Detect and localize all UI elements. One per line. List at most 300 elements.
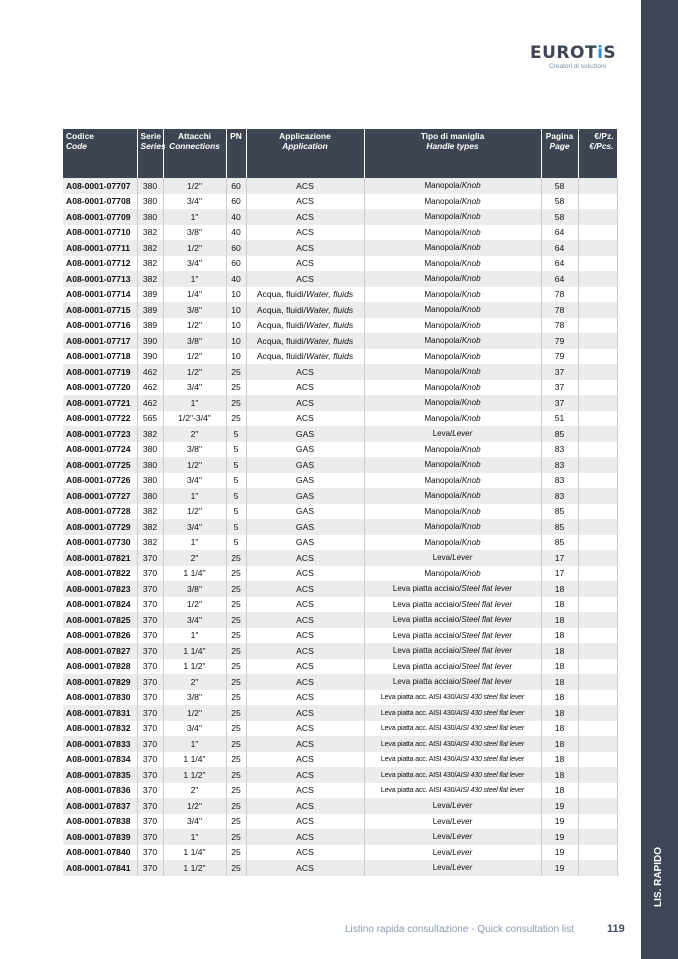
connections-cell: 3/4" [163, 612, 226, 628]
handle-type-cell [364, 581, 541, 597]
page-cell: 18 [541, 767, 578, 783]
pn-cell: 25 [226, 364, 246, 380]
application-cell [246, 767, 364, 783]
price-cell [578, 643, 617, 659]
handle-it: Leva/ [432, 429, 453, 439]
pn-cell: 25 [226, 783, 246, 799]
connections-cell: 3/8" [163, 225, 226, 241]
table-row [63, 395, 617, 411]
connections-cell: 1/2" [163, 240, 226, 256]
series-cell: 565 [137, 411, 163, 427]
handle-it: Manopola/ [424, 398, 462, 408]
pn-cell: 25 [226, 674, 246, 690]
connections-cell: 1" [163, 535, 226, 551]
handle-en: Knob [461, 289, 481, 299]
code-cell: A08-0001-07822 [63, 566, 137, 582]
pn-cell: 5 [226, 535, 246, 551]
pn-cell: 25 [226, 705, 246, 721]
application-cell [246, 504, 364, 520]
handle-it: Leva piatta acc. AISI 430/ [380, 739, 457, 748]
handle-type-cell [364, 814, 541, 830]
price-cell [578, 798, 617, 814]
price-cell [578, 178, 617, 194]
handle-it: Manopola/ [424, 460, 462, 470]
price-cell [578, 721, 617, 737]
series-cell: 380 [137, 457, 163, 473]
application-it: ACS [296, 754, 314, 765]
application-cell [246, 364, 364, 380]
pn-cell: 25 [226, 860, 246, 876]
application-cell [246, 566, 364, 582]
table-row [63, 519, 617, 535]
application-it: ACS [296, 769, 314, 780]
application-it: ACS [296, 816, 314, 827]
application-cell [246, 597, 364, 613]
connections-cell: 1" [163, 628, 226, 644]
pn-cell: 60 [226, 256, 246, 272]
price-cell [578, 194, 617, 210]
handle-type-cell [364, 643, 541, 659]
price-cell [578, 519, 617, 535]
column-header [246, 129, 364, 178]
handle-en: Lever [452, 553, 473, 563]
connections-cell: 1" [163, 395, 226, 411]
connections-cell: 1 1/2" [163, 860, 226, 876]
application-it: ACS [296, 413, 314, 424]
connections-cell: 1/2" [163, 178, 226, 194]
code-cell: A08-0001-07712 [63, 256, 137, 272]
application-it: ACS [296, 366, 314, 377]
table-row [63, 860, 617, 876]
application-cell [246, 519, 364, 535]
table-row [63, 721, 617, 737]
connections-cell: 1 1/4" [163, 566, 226, 582]
application-cell [246, 302, 364, 318]
application-cell [246, 705, 364, 721]
series-cell: 462 [137, 380, 163, 396]
handle-it: Manopola/ [424, 506, 462, 516]
pn-cell: 25 [226, 550, 246, 566]
logo-tagline: Creatori di soluzioni [549, 63, 607, 70]
application-it: ACS [296, 785, 314, 796]
handle-type-cell [364, 411, 541, 427]
handle-it: Leva piatta acc. AISI 430/ [380, 693, 457, 702]
application-it: ACS [296, 568, 314, 579]
table-row [63, 535, 617, 551]
handle-en: Knob [461, 568, 481, 578]
application-it: ACS [296, 645, 314, 656]
connections-cell: 2" [163, 783, 226, 799]
handle-type-cell [364, 798, 541, 814]
series-cell: 370 [137, 829, 163, 845]
price-cell [578, 628, 617, 644]
page-cell: 85 [541, 426, 578, 442]
application-cell [246, 287, 364, 303]
application-it: ACS [296, 211, 314, 222]
code-cell: A08-0001-07826 [63, 628, 137, 644]
column-header-en: Series [140, 141, 166, 151]
price-cell [578, 659, 617, 675]
pn-cell: 25 [226, 736, 246, 752]
series-cell: 462 [137, 364, 163, 380]
table-row [63, 256, 617, 272]
footer-text: Listino rapida consultazione - Quick consultation list [345, 924, 575, 935]
pn-cell: 5 [226, 473, 246, 489]
handle-it: Leva piatta acc. AISI 430/ [380, 786, 457, 795]
series-cell: 462 [137, 395, 163, 411]
column-header-en: Page [549, 141, 570, 151]
series-cell: 382 [137, 426, 163, 442]
handle-en: Steel flat lever [461, 584, 513, 594]
handle-it: Manopola/ [424, 274, 462, 284]
table-row [63, 333, 617, 349]
application-en: Water, fluids [306, 289, 354, 300]
page-cell: 18 [541, 721, 578, 737]
handle-it: Leva piatta acciaio/ [392, 677, 462, 687]
connections-cell: 1/2" [163, 504, 226, 520]
series-cell: 380 [137, 178, 163, 194]
application-it: ACS [296, 242, 314, 253]
series-cell: 370 [137, 752, 163, 768]
application-cell [246, 535, 364, 551]
application-it: ACS [296, 397, 314, 408]
application-it: ACS [296, 180, 314, 191]
handle-it: Leva/ [432, 832, 453, 842]
handle-en: Steel flat lever [461, 677, 513, 687]
handle-it: Manopola/ [424, 196, 462, 206]
handle-en: Knob [461, 196, 481, 206]
application-it: ACS [296, 258, 314, 269]
handle-en: Knob [461, 382, 481, 392]
handle-type-cell [364, 612, 541, 628]
series-cell: 380 [137, 194, 163, 210]
handle-type-cell [364, 302, 541, 318]
connections-cell: 3/4" [163, 194, 226, 210]
table-row [63, 628, 617, 644]
code-cell: A08-0001-07833 [63, 736, 137, 752]
code-cell: A08-0001-07708 [63, 194, 137, 210]
application-cell [246, 240, 364, 256]
page-cell: 18 [541, 612, 578, 628]
handle-type-cell [364, 659, 541, 675]
code-cell: A08-0001-07823 [63, 581, 137, 597]
page-cell: 79 [541, 349, 578, 365]
series-cell: 380 [137, 488, 163, 504]
price-cell [578, 473, 617, 489]
price-cell [578, 550, 617, 566]
application-it: ACS [296, 599, 314, 610]
table-row [63, 209, 617, 225]
series-cell: 390 [137, 349, 163, 365]
connections-cell: 1/2" [163, 349, 226, 365]
pn-cell: 5 [226, 457, 246, 473]
table-row [63, 364, 617, 380]
handle-it: Leva piatta acciaio/ [392, 646, 462, 656]
series-cell: 370 [137, 643, 163, 659]
application-cell [246, 721, 364, 737]
handle-en: AISI 430 steel flat lever [456, 693, 525, 702]
table-row [63, 798, 617, 814]
application-cell [246, 814, 364, 830]
application-it: Acqua, fluidi/ [256, 351, 307, 362]
pn-cell: 10 [226, 302, 246, 318]
code-cell: A08-0001-07838 [63, 814, 137, 830]
handle-type-cell [364, 752, 541, 768]
application-cell [246, 659, 364, 675]
series-cell: 370 [137, 566, 163, 582]
application-cell [246, 395, 364, 411]
code-cell: A08-0001-07715 [63, 302, 137, 318]
handle-en: Knob [461, 336, 481, 346]
application-it: GAS [295, 521, 315, 532]
price-cell [578, 364, 617, 380]
connections-cell: 1 1/2" [163, 659, 226, 675]
series-cell: 380 [137, 442, 163, 458]
page-cell: 85 [541, 519, 578, 535]
code-cell: A08-0001-07825 [63, 612, 137, 628]
series-cell: 370 [137, 767, 163, 783]
handle-en: AISI 430 steel flat lever [456, 755, 525, 764]
column-header-en: Handle types [426, 141, 479, 151]
connections-cell: 1/2"-3/4" [163, 411, 226, 427]
handle-type-cell [364, 256, 541, 272]
application-cell [246, 457, 364, 473]
price-cell [578, 690, 617, 706]
code-cell: A08-0001-07829 [63, 674, 137, 690]
pn-cell: 25 [226, 395, 246, 411]
page-cell: 18 [541, 705, 578, 721]
table-row [63, 349, 617, 365]
series-cell: 390 [137, 333, 163, 349]
application-it: Acqua, fluidi/ [256, 304, 307, 315]
price-cell [578, 240, 617, 256]
pn-cell: 5 [226, 488, 246, 504]
connections-cell: 1/2" [163, 364, 226, 380]
handle-en: Lever [452, 816, 473, 826]
handle-type-cell [364, 194, 541, 210]
handle-it: Manopola/ [424, 181, 462, 191]
series-cell: 382 [137, 271, 163, 287]
page-cell: 18 [541, 581, 578, 597]
table-row [63, 457, 617, 473]
page-cell: 19 [541, 798, 578, 814]
application-it: GAS [295, 506, 315, 517]
handle-en: Knob [461, 444, 481, 454]
table-row [63, 566, 617, 582]
handle-en: Knob [461, 460, 481, 470]
handle-it: Leva piatta acc. AISI 430/ [380, 755, 457, 764]
page-cell: 58 [541, 209, 578, 225]
pn-cell: 25 [226, 581, 246, 597]
pn-cell: 25 [226, 767, 246, 783]
table-row [63, 302, 617, 318]
table-row [63, 643, 617, 659]
table-row [63, 612, 617, 628]
table-row [63, 488, 617, 504]
code-cell: A08-0001-07723 [63, 426, 137, 442]
pn-cell: 5 [226, 504, 246, 520]
code-cell: A08-0001-07713 [63, 271, 137, 287]
pn-cell: 25 [226, 380, 246, 396]
page-cell: 58 [541, 194, 578, 210]
application-it: ACS [296, 661, 314, 672]
application-cell [246, 488, 364, 504]
handle-en: Knob [461, 367, 481, 377]
application-cell [246, 442, 364, 458]
handle-en: Knob [461, 305, 481, 315]
table-row [63, 318, 617, 334]
table-row [63, 442, 617, 458]
handle-type-cell [364, 209, 541, 225]
table-row [63, 411, 617, 427]
table-row [63, 845, 617, 861]
page-cell: 51 [541, 411, 578, 427]
application-cell [246, 225, 364, 241]
connections-cell: 1/4" [163, 287, 226, 303]
handle-en: Steel flat lever [461, 661, 513, 671]
table-row [63, 426, 617, 442]
application-cell [246, 380, 364, 396]
connections-cell: 3/8" [163, 581, 226, 597]
connections-cell: 3/8" [163, 442, 226, 458]
series-cell: 370 [137, 674, 163, 690]
pn-cell: 25 [226, 411, 246, 427]
price-cell [578, 814, 617, 830]
price-cell [578, 256, 617, 272]
connections-cell: 1 1/4" [163, 845, 226, 861]
handle-en: Knob [461, 522, 481, 532]
pn-cell: 60 [226, 240, 246, 256]
application-cell [246, 736, 364, 752]
column-header-it: Codice [66, 131, 94, 141]
handle-en: AISI 430 steel flat lever [456, 724, 525, 733]
handle-it: Manopola/ [424, 537, 462, 547]
code-cell: A08-0001-07718 [63, 349, 137, 365]
table-row [63, 194, 617, 210]
handle-en: Knob [461, 212, 481, 222]
pn-cell: 5 [226, 519, 246, 535]
application-it: ACS [296, 707, 314, 718]
series-cell: 382 [137, 240, 163, 256]
application-cell [246, 752, 364, 768]
series-cell: 382 [137, 256, 163, 272]
handle-it: Manopola/ [424, 444, 462, 454]
column-header-it: €/Pz. [594, 131, 614, 141]
connections-cell: 1/2" [163, 597, 226, 613]
series-cell: 370 [137, 628, 163, 644]
application-cell [246, 845, 364, 861]
handle-it: Manopola/ [424, 475, 462, 485]
connections-cell: 1 1/2" [163, 767, 226, 783]
handle-en: AISI 430 steel flat lever [456, 786, 525, 795]
handle-type-cell [364, 395, 541, 411]
handle-type-cell [364, 178, 541, 194]
connections-cell: 1" [163, 271, 226, 287]
handle-type-cell [364, 721, 541, 737]
page-cell: 18 [541, 659, 578, 675]
page-cell: 64 [541, 256, 578, 272]
code-cell: A08-0001-07840 [63, 845, 137, 861]
pn-cell: 60 [226, 178, 246, 194]
page-cell: 64 [541, 271, 578, 287]
column-header-en: Code [66, 141, 87, 151]
page-cell: 85 [541, 504, 578, 520]
handle-en: AISI 430 steel flat lever [456, 739, 525, 748]
table-row [63, 178, 617, 194]
connections-cell: 1/2" [163, 457, 226, 473]
application-cell [246, 209, 364, 225]
code-cell: A08-0001-07836 [63, 783, 137, 799]
logo-text: EUROT [530, 43, 598, 63]
pn-cell: 25 [226, 798, 246, 814]
code-cell: A08-0001-07831 [63, 705, 137, 721]
handle-en: Lever [452, 863, 473, 873]
application-cell [246, 349, 364, 365]
handle-type-cell [364, 860, 541, 876]
handle-en: Steel flat lever [461, 615, 513, 625]
code-cell: A08-0001-07725 [63, 457, 137, 473]
connections-cell: 3/4" [163, 380, 226, 396]
application-en: Water, fluids [306, 335, 354, 346]
series-cell: 382 [137, 225, 163, 241]
column-header-it: Applicazione [279, 131, 331, 141]
code-cell: A08-0001-07720 [63, 380, 137, 396]
price-cell [578, 752, 617, 768]
column-header [578, 129, 617, 178]
handle-type-cell [364, 705, 541, 721]
pn-cell: 25 [226, 829, 246, 845]
price-cell [578, 225, 617, 241]
handle-en: Lever [452, 847, 473, 857]
handle-en: Knob [461, 491, 481, 501]
handle-it: Manopola/ [424, 367, 462, 377]
price-cell [578, 349, 617, 365]
application-it: ACS [296, 723, 314, 734]
application-cell [246, 581, 364, 597]
handle-it: Leva piatta acc. AISI 430/ [380, 708, 457, 717]
handle-type-cell [364, 845, 541, 861]
series-cell: 370 [137, 612, 163, 628]
application-cell [246, 860, 364, 876]
page-cell: 64 [541, 225, 578, 241]
connections-cell: 1/2" [163, 318, 226, 334]
table-row [63, 767, 617, 783]
pn-cell: 25 [226, 628, 246, 644]
connections-cell: 3/8" [163, 302, 226, 318]
connections-cell: 3/8" [163, 333, 226, 349]
table-row [63, 829, 617, 845]
application-cell [246, 783, 364, 799]
application-it: GAS [295, 459, 315, 470]
page-cell: 83 [541, 488, 578, 504]
page-cell: 78 [541, 302, 578, 318]
page-cell: 18 [541, 597, 578, 613]
page-cell: 64 [541, 240, 578, 256]
price-cell [578, 457, 617, 473]
table-row [63, 752, 617, 768]
page-cell: 83 [541, 473, 578, 489]
pn-cell: 40 [226, 271, 246, 287]
series-cell: 380 [137, 209, 163, 225]
price-cell [578, 705, 617, 721]
handle-it: Leva piatta acc. AISI 430/ [380, 770, 457, 779]
pn-cell: 25 [226, 814, 246, 830]
application-it: ACS [296, 862, 314, 873]
logo-text-end: S [603, 43, 617, 63]
application-cell [246, 550, 364, 566]
code-cell: A08-0001-07721 [63, 395, 137, 411]
code-cell: A08-0001-07727 [63, 488, 137, 504]
